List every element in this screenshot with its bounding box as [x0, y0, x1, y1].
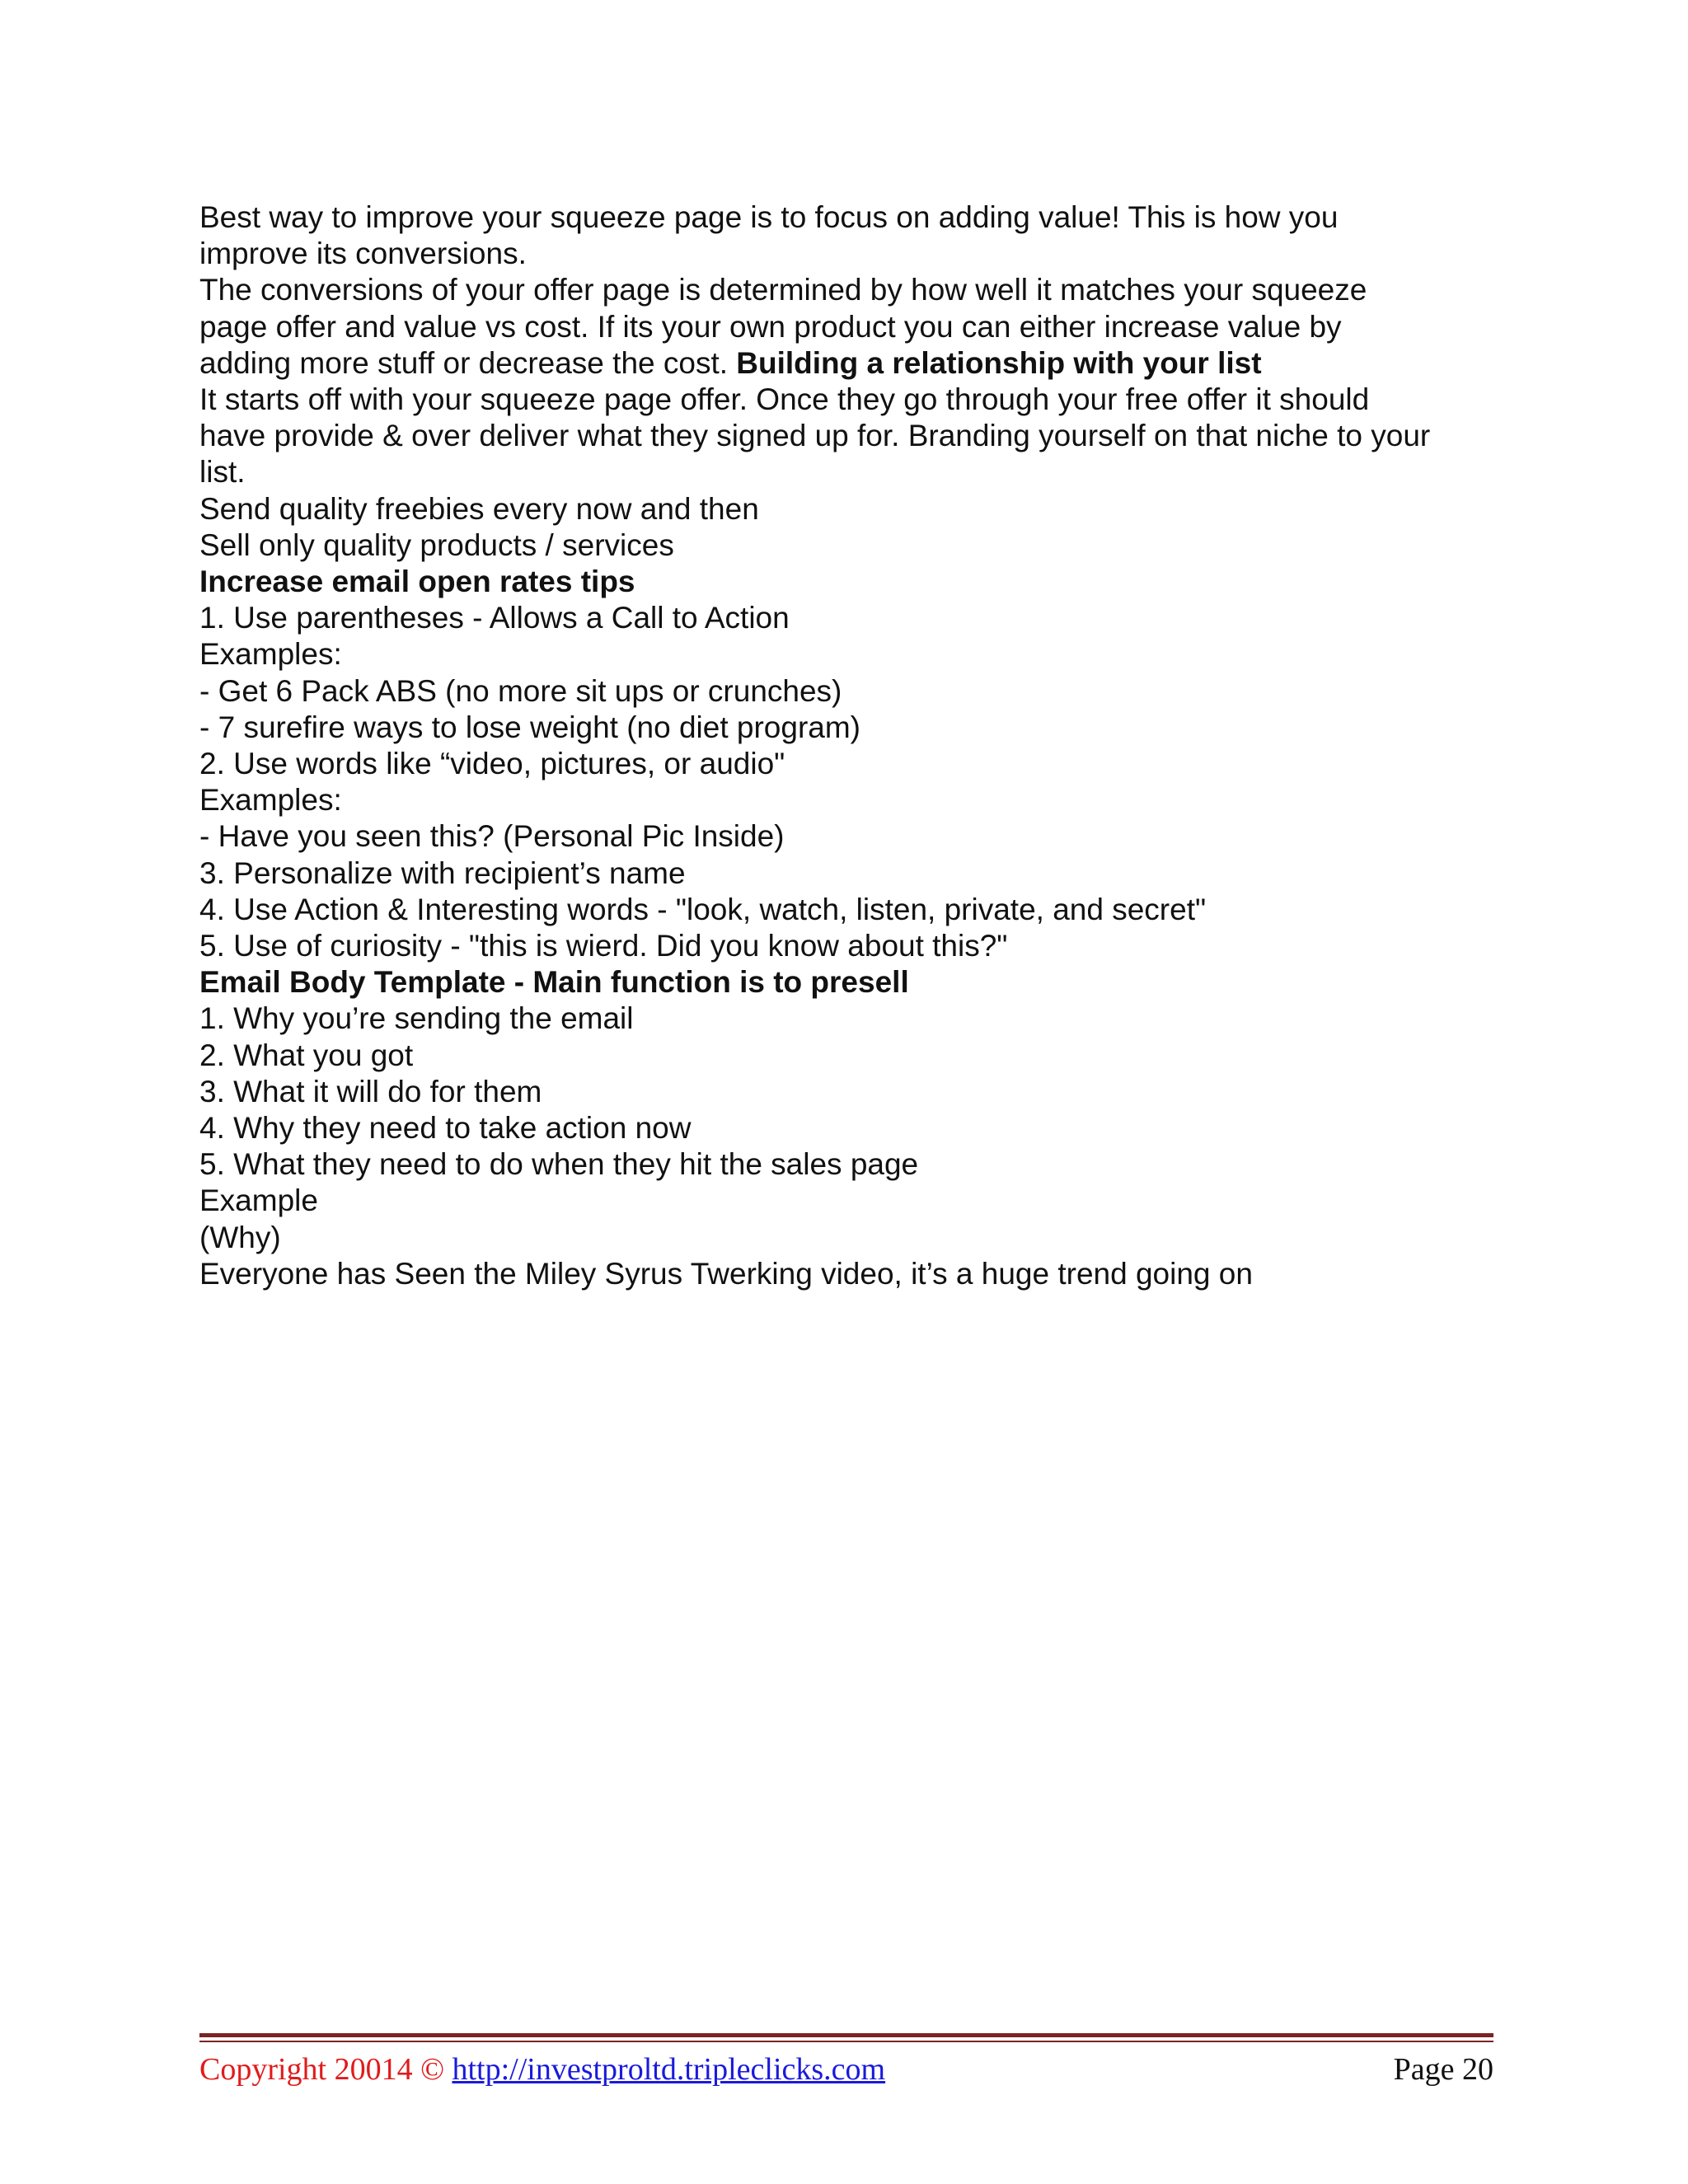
body-line: Example — [199, 1183, 318, 1218]
copyright-text: Copyright 20014 © — [199, 2052, 452, 2087]
body-line — [199, 345, 1493, 382]
list-item: 3. What it will do for them — [199, 1074, 542, 1108]
body-text — [199, 199, 1493, 1292]
body-line: (Why) — [199, 1220, 281, 1254]
heading-relationship: Building a relationship with your list — [736, 345, 1262, 380]
page-number: Page 20 — [1393, 2052, 1493, 2087]
list-item: 1. Use parentheses - Allows a Call to Action — [199, 601, 790, 635]
footer-divider-thin — [199, 2041, 1493, 2042]
body-line-text: adding more stuff or decrease the cost. — [199, 345, 729, 380]
body-line: have provide & over deliver what they signed up for. Branding yourself on that niche to your — [199, 419, 1431, 453]
footer-link[interactable]: http://investproltd.tripleclicks.com — [452, 2052, 886, 2087]
body-line: The conversions of your offer page is determined by how well it matches your squeeze — [199, 273, 1367, 307]
body-line: list. — [199, 455, 246, 490]
body-line: It starts off with your squeeze page offer. Once they go through your free offer it should — [199, 382, 1370, 417]
list-item: 5. What they need to do when they hit the sales page — [199, 1147, 919, 1182]
footer-divider-thick — [199, 2033, 1493, 2037]
list-item: 4. Why they need to take action now — [199, 1111, 692, 1146]
body-line: Best way to improve your squeeze page is to focus on adding value! This is how you — [199, 200, 1339, 234]
list-item: 4. Use Action & Interesting words - "look, watch, listen, private, and secret" — [199, 892, 1207, 926]
list-item: 1. Why you’re sending the email — [199, 1001, 634, 1036]
body-line: Everyone has Seen the Miley Syrus Twerking video, it’s a huge trend going on — [199, 1256, 1253, 1291]
list-item: 2. What you got — [199, 1038, 414, 1072]
body-line: Examples: — [199, 783, 342, 818]
page-footer — [199, 2049, 1493, 2090]
list-item: 3. Personalize with recipient’s name — [199, 855, 686, 890]
body-line: Examples: — [199, 637, 342, 672]
list-item: - Get 6 Pack ABS (no more sit ups or crunches) — [199, 673, 842, 708]
list-item: - 7 surefire ways to lose weight (no diet program) — [199, 710, 861, 744]
body-line: improve its conversions. — [199, 237, 527, 271]
body-line: page offer and value vs cost. If its your own product you can either increase value by — [199, 309, 1342, 344]
list-item: 2. Use words like “video, pictures, or audio" — [199, 747, 785, 781]
list-item: 5. Use of curiosity - "this is wierd. Did you know about this?" — [199, 929, 1008, 963]
heading-open-rates: Increase email open rates tips — [199, 565, 635, 599]
footer-copyright — [199, 2049, 885, 2090]
heading-email-body: Email Body Template - Main function is to presell — [199, 965, 909, 1000]
list-item: - Have you seen this? (Personal Pic Inside) — [199, 819, 785, 854]
body-line: Sell only quality products / services — [199, 527, 674, 562]
body-line: Send quality freebies every now and then — [199, 491, 759, 526]
